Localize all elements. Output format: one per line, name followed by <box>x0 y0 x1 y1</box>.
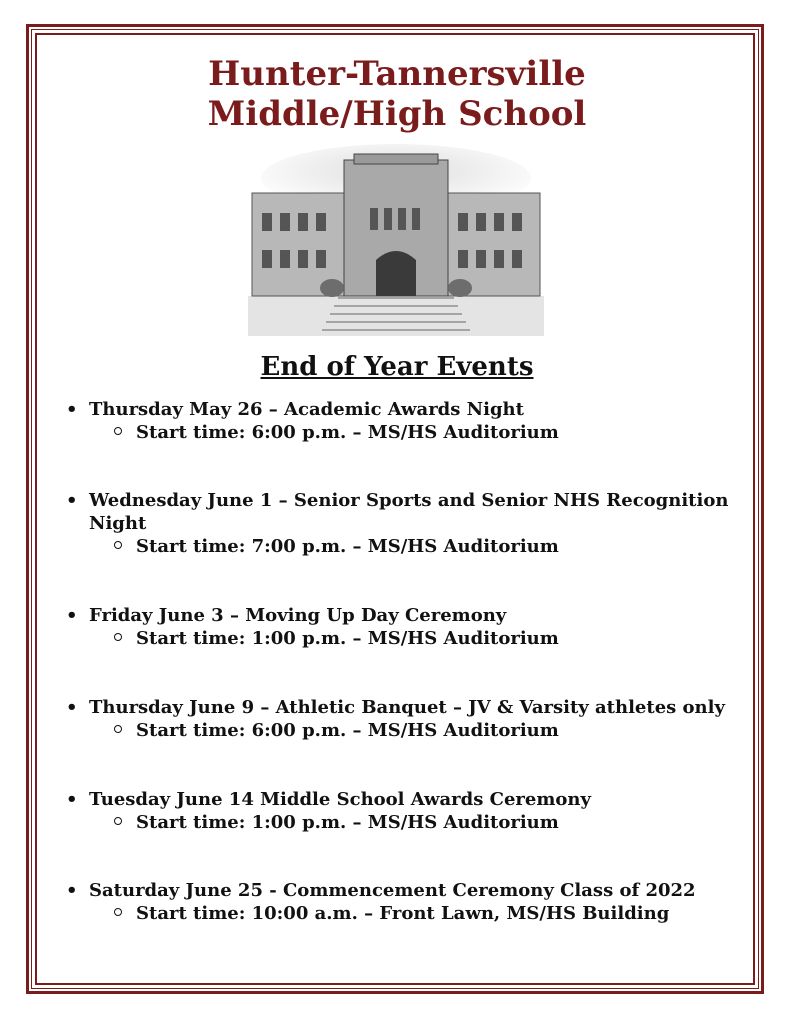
circle-bullet-icon <box>114 633 122 641</box>
circle-bullet-icon <box>114 908 122 916</box>
event-title: Thursday June 9 – Athletic Banquet – JV & Varsity athletes only <box>89 697 725 718</box>
circle-bullet-icon <box>114 817 122 825</box>
list-item <box>64 489 754 558</box>
event-detail: Start time: 1:00 p.m. – MS/HS Auditorium <box>136 812 559 833</box>
school-title <box>0 54 794 134</box>
event-detail: Start time: 7:00 p.m. – MS/HS Auditorium <box>136 536 559 557</box>
school-title-line1: Hunter-Tannersville <box>208 54 586 94</box>
list-item <box>64 788 754 834</box>
list-item <box>64 604 754 650</box>
bullet-icon: • <box>66 880 78 901</box>
school-building-illustration <box>246 138 546 348</box>
bullet-icon: • <box>66 490 78 511</box>
event-detail: Start time: 6:00 p.m. – MS/HS Auditorium <box>136 720 559 741</box>
event-title: Tuesday June 14 Middle School Awards Ceremony <box>89 789 591 810</box>
bullet-icon: • <box>66 697 78 718</box>
event-detail: Start time: 6:00 p.m. – MS/HS Auditorium <box>136 422 559 443</box>
list-item <box>64 696 754 742</box>
circle-bullet-icon <box>114 725 122 733</box>
section-heading: End of Year Events <box>260 352 534 382</box>
event-detail: Start time: 1:00 p.m. – MS/HS Auditorium <box>136 628 559 649</box>
school-title-line2: Middle/High School <box>207 94 587 134</box>
event-title: Friday June 3 – Moving Up Day Ceremony <box>89 605 507 626</box>
bullet-icon: • <box>66 789 78 810</box>
event-title: Saturday June 25 - Commencement Ceremony Class of 2022 <box>89 880 696 901</box>
school-building-icon <box>246 138 546 348</box>
event-title: Wednesday June 1 – Senior Sports and Senior NHS Recognition Night <box>89 490 729 534</box>
event-detail: Start time: 10:00 a.m. – Front Lawn, MS/HS Building <box>136 903 670 924</box>
bullet-icon: • <box>66 399 78 420</box>
list-item <box>64 879 754 925</box>
bullet-icon: • <box>66 605 78 626</box>
event-title: Thursday May 26 – Academic Awards Night <box>89 399 524 420</box>
list-item <box>64 398 754 444</box>
circle-bullet-icon <box>114 427 122 435</box>
circle-bullet-icon <box>114 541 122 549</box>
